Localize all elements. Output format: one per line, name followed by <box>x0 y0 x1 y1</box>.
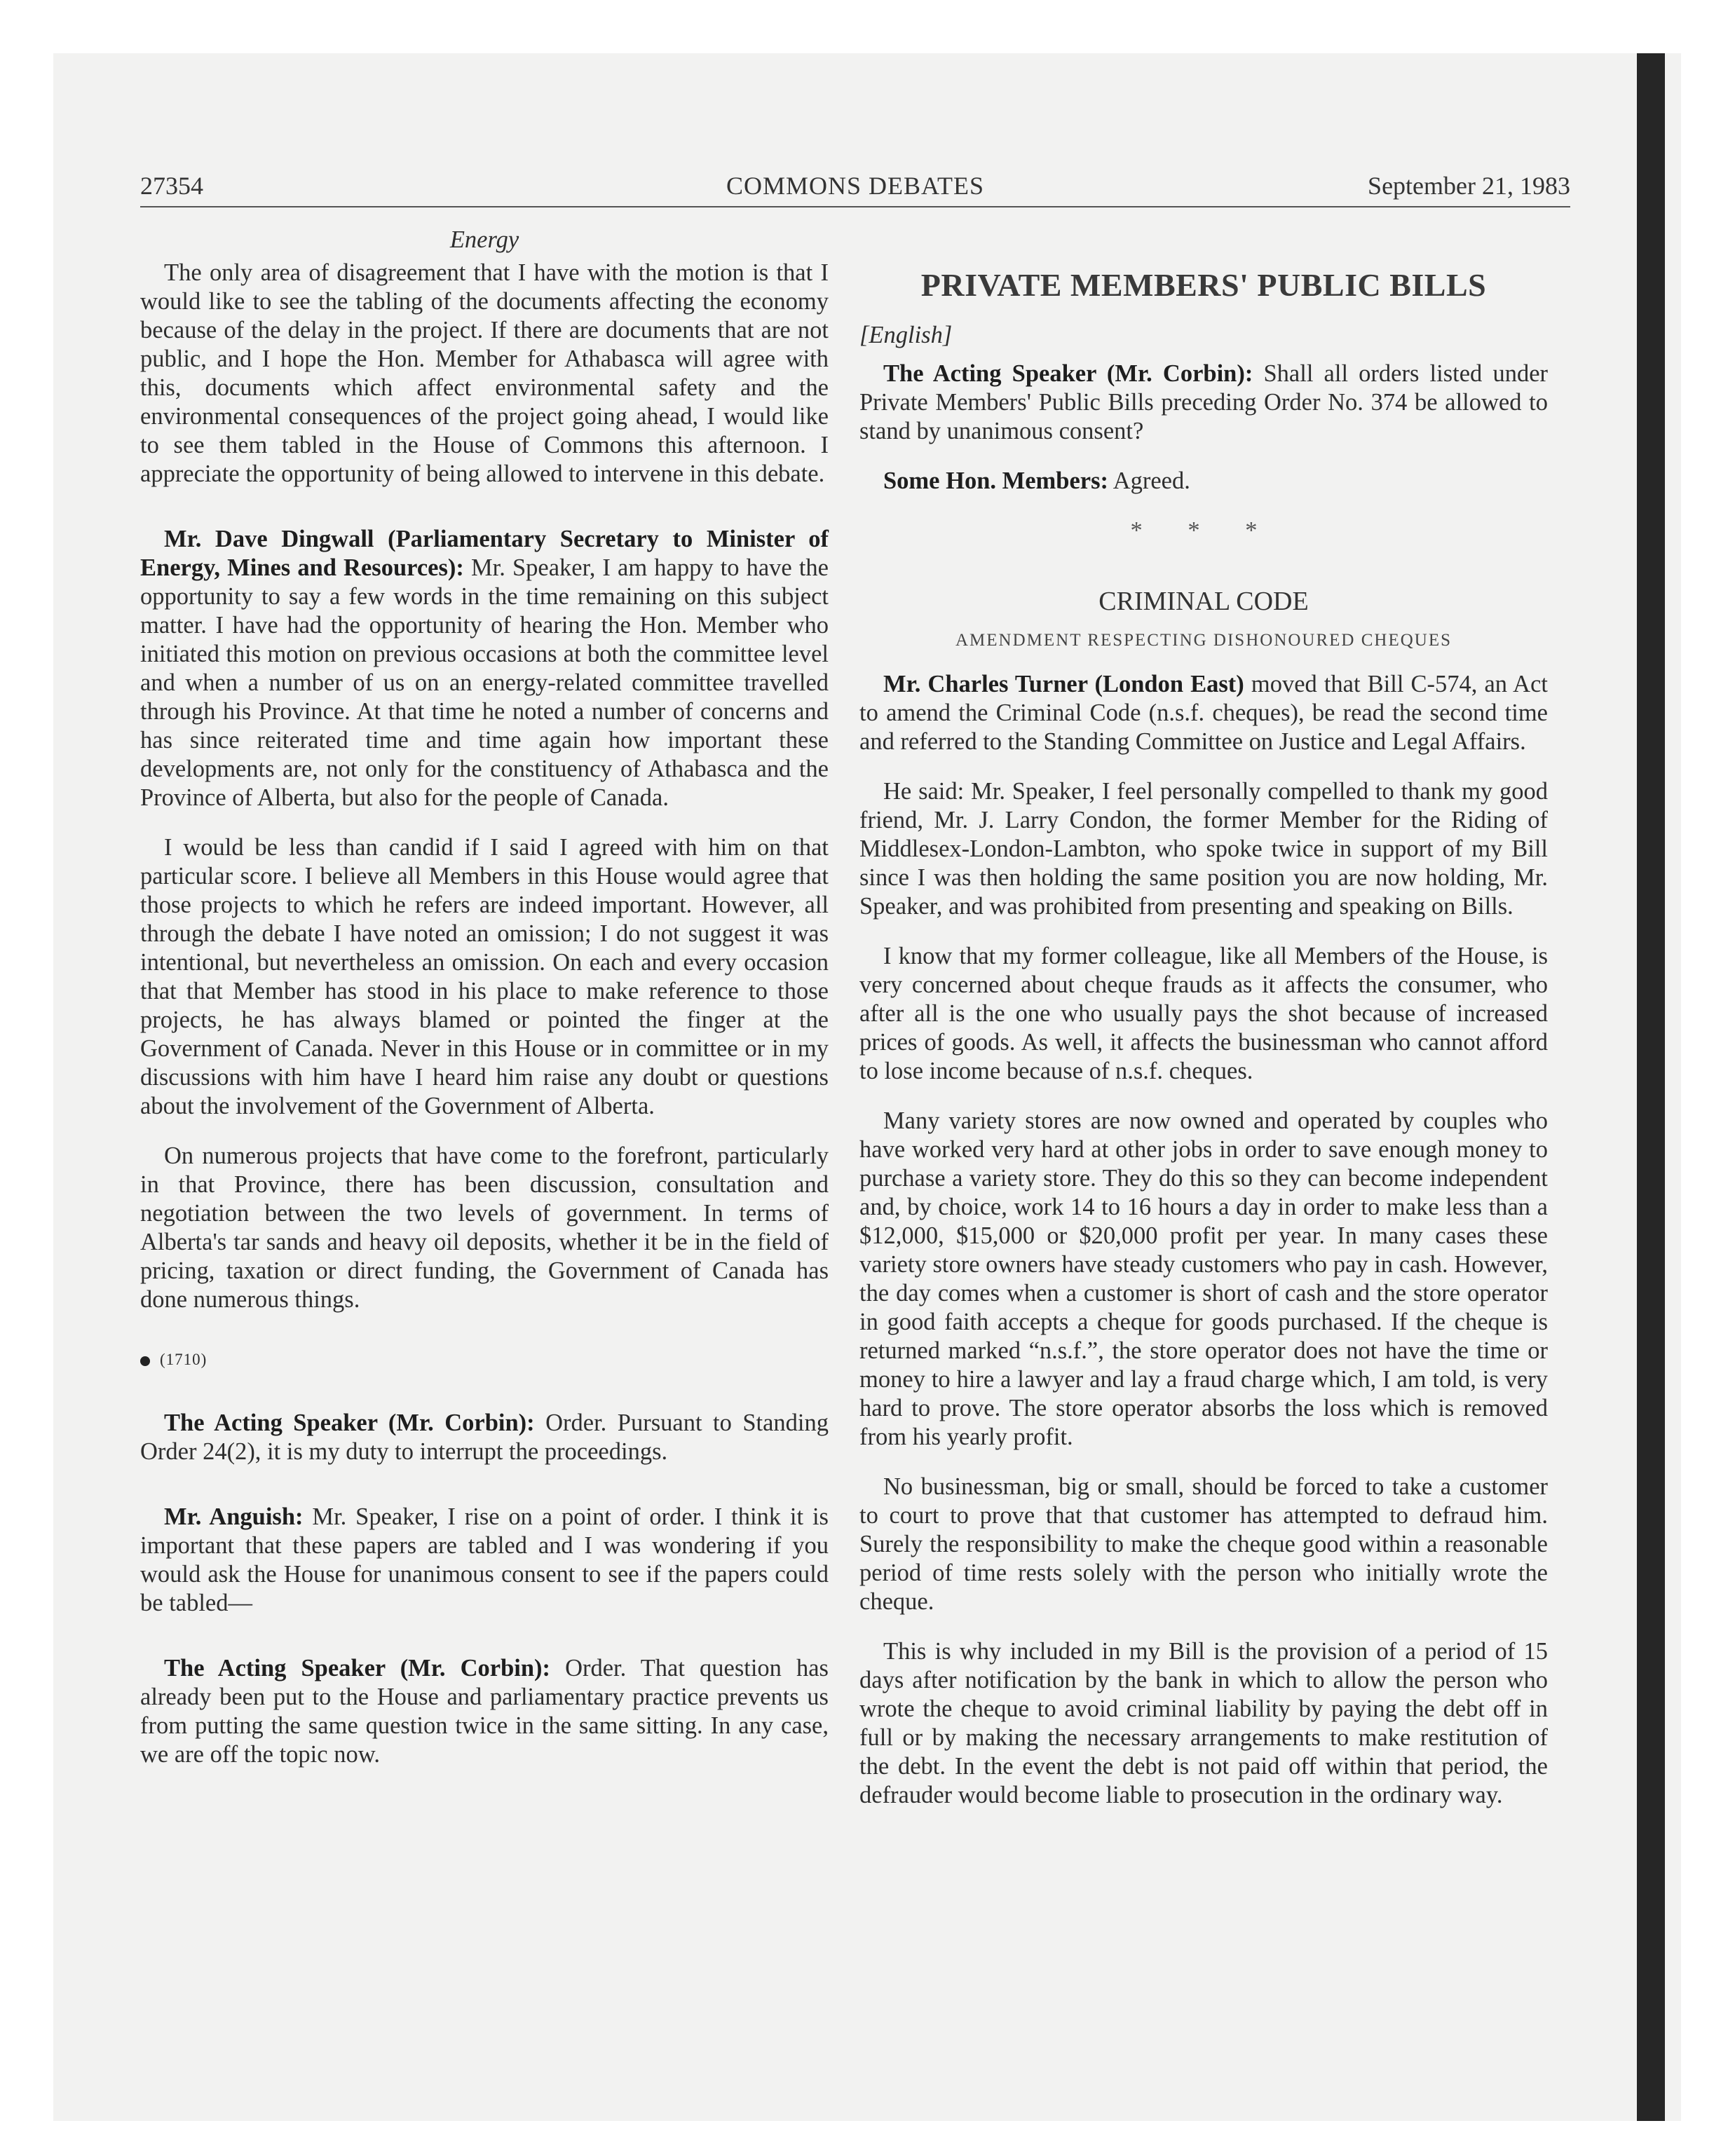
scan-edge-shadow <box>1637 53 1665 2121</box>
bill-subheading: AMENDMENT RESPECTING DISHONOURED CHEQUES <box>955 631 1452 650</box>
paragraph: He said: Mr. Speaker, I feel personally compelled to thank my good friend, Mr. J. Larry Condon, the former Member for the Riding of Middlesex-London-Lambton, who spoke twice in support of my Bill since I was then holding the same position you are now holding, Mr. Speaker, and was prohibited from presenting and speaking on Bills. <box>859 778 1548 920</box>
speech-acting-speaker <box>140 1654 829 1769</box>
speech-members <box>859 467 1548 496</box>
left-column <box>140 223 829 1790</box>
speech-text: Mr. Speaker, I am happy to have the opportunity to say a few words in the time remaining on this subject matter. I have had the opportunity of hearing the Hon. Member who initiated this motion on previous occasions at both the committee level and when a number of us on an energy-related committee travelled through his Province. At that time he noted a number of concerns and has since reiterated time and time again how important these developments are, not only for the constituency of Athabasca and the Province of Alberta, but also for the people of Canada. <box>140 554 829 811</box>
speech-dingwall <box>140 525 829 812</box>
speech-acting-speaker <box>859 360 1548 446</box>
speaker-name: Mr. Charles Turner (London East) <box>883 671 1244 697</box>
section-title: PRIVATE MEMBERS' PUBLIC BILLS <box>920 267 1487 303</box>
paragraph: I would be less than candid if I said I agreed with him on that particular score. I believe all Members in this House would agree that those projects to which he refers are indeed important. However, all through the debate I have noted an omission; I do not suggest it was intentional, but nevertheless an omission. On each and every occasion that that Member has stood in his place to make reference to those projects, he has always blamed or pointed the finger at the Government of Canada. Never in this House or in committee or in my discussions with him have I heard him raise any doubt or questions about the involvement of the Government of Alberta. <box>140 834 829 1119</box>
publication-title: COMMONS DEBATES <box>726 172 985 200</box>
paragraph: Many variety stores are now owned and operated by couples who have worked very hard at other jobs in order to save enough money to purchase a variety store. They do this so they can become independent and, by choice, work 14 to 16 hours a day in order to make less than a $12,000, $15,000 or $20,000 profit per year. In many cases these variety store owners have steady customers who pay in cash. However, the day comes when a customer is short of cash and the store operator in good faith accepts a cheque for goods purchased. If the cheque is returned marked “n.s.f.”, the store operator does not have the time or money to hire a lawyer and lay a fraud charge which, I am told, is very hard to prove. The store operator absorbs the loss which is removed from his yearly profit. <box>859 1107 1548 1450</box>
topic-heading: Energy <box>449 226 519 253</box>
time-marker-text: (1710) <box>160 1351 207 1368</box>
header-rule <box>140 206 1570 207</box>
page-number: 27354 <box>140 172 203 200</box>
speech-text: moved that Bill C-574, an Act to amend the Criminal Code (n.s.f. cheques), be read the second time and referred to the Standing Committee on Justice and Legal Affairs. <box>859 671 1548 755</box>
speech-text: Agreed. <box>1108 468 1190 494</box>
speech-text: Order. Pursuant to Standing Order 24(2), it is my duty to interrupt the proceedings. <box>140 1410 829 1465</box>
speaker-name: The Acting Speaker (Mr. Corbin): <box>883 360 1253 387</box>
speech-text: Shall all orders listed under Private Members' Public Bills preceding Order No. 374 be allowed to stand by unanimous consent? <box>859 360 1548 444</box>
paragraph: The only area of disagreement that I have with the motion is that I would like to see the tabling of the documents affecting the economy because of the delay in the project. If there are documents that are not public, and I hope the Hon. Member for Athabasca will agree with this, documents which affect environmental safety and the environmental consequences of the project going ahead, I would like to see them tabled in the House of Commons this afternoon. I appreciate the opportunity of being allowed to intervene in this debate. <box>140 259 829 487</box>
speech-turner <box>859 670 1548 756</box>
speech-anguish <box>140 1503 829 1618</box>
time-marker <box>140 1345 829 1374</box>
bullet-icon <box>140 1356 150 1366</box>
running-header <box>140 171 1570 207</box>
paragraph: I know that my former colleague, like all Members of the House, is very concerned about cheque frauds as it affects the consumer, who after all is the one who usually pays the shot because of increased prices of goods. As well, it affects the businessman who cannot afford to lose income because of n.s.f. cheques. <box>859 943 1548 1084</box>
paragraph: This is why included in my Bill is the provision of a period of 15 days after notification by the bank in which to allow the person who wrote the cheque to avoid criminal liability by paying the debt off in full or by making the necessary arrangements to make restitution of the debt. In the event the debt is not paid off within that period, the defrauder would become liable to prosecution in the ordinary way. <box>859 1638 1548 1808</box>
paragraph: On numerous projects that have come to the forefront, particularly in that Province, there has been discussion, consultation and negotiation between the two levels of government. In terms of Alberta's tar sands and heavy oil deposits, whether it be in the field of pricing, taxation or direct funding, the Government of Canada has done numerous things. <box>140 1142 829 1313</box>
speaker-name: Mr. Anguish: <box>164 1503 304 1530</box>
speech-text: Mr. Speaker, I rise on a point of order. I think it is important that these papers are tabled and I was wondering if you would ask the House for unanimous consent to see if the papers could be tabled— <box>140 1503 829 1616</box>
section-divider: * * * <box>1130 517 1277 544</box>
speech-acting-speaker <box>140 1409 829 1466</box>
speech-text: Order. That question has already been put to the House and parliamentary practice prevents us from putting the same question twice in the same sitting. In any case, we are off the topic now. <box>140 1655 829 1768</box>
publication-date: September 21, 1983 <box>1368 172 1570 200</box>
paragraph: No businessman, big or small, should be forced to take a customer to court to prove that that customer has attempted to defraud him. Surely the responsibility to make the cheque good within a reasonable period of time rests solely with the person who initially wrote the cheque. <box>859 1473 1548 1615</box>
right-column <box>859 223 1548 1831</box>
speaker-name: Mr. Dave Dingwall (Parliamentary Secretary to Minister of Energy, Mines and Resources): <box>140 526 829 581</box>
bill-heading: CRIMINAL CODE <box>1098 587 1309 616</box>
speaker-name: The Acting Speaker (Mr. Corbin): <box>164 1410 535 1436</box>
speaker-name: The Acting Speaker (Mr. Corbin): <box>164 1655 551 1681</box>
language-marker: [English] <box>859 322 953 348</box>
speaker-name: Some Hon. Members: <box>883 468 1108 494</box>
